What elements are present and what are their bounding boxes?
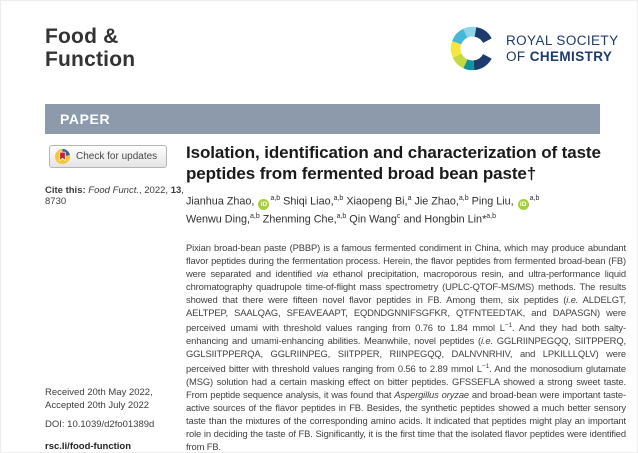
rsc-c-ring-icon [448, 24, 497, 73]
author-name: Xiaopeng Bi, [343, 195, 408, 208]
abstract-run-italic: i.e. [480, 334, 493, 346]
article-type-label: PAPER [60, 111, 111, 127]
abstract-text [186, 241, 626, 453]
author-affiliation-sup: a,b [529, 195, 540, 202]
journal-title-line2: Function [45, 48, 136, 71]
rsc-logo-text [506, 33, 618, 65]
author-name: Shiqi Liao, [280, 195, 334, 208]
abstract-run: ethanol precipitation, macroporous resin, and ultra-performance liquid chromatography quadrupole time-of-flight mass spectrometry (UPLC-QTOF-MS/MS) methods. The results showed that there were fifteen novel flavor peptides in FB. Among them, six peptides ( [186, 267, 626, 305]
citation-line: Cite this: Food Funct., 2022, 13, 8730 [45, 185, 184, 207]
journal-title [45, 25, 135, 71]
orcid-icon[interactable]: iD [258, 199, 269, 210]
accepted-date: Accepted 20th July 2022 [45, 400, 150, 411]
crossmark-icon [55, 149, 70, 164]
author-name: Zhenming Che, [259, 213, 337, 226]
abstract-superscript: −1 [504, 321, 512, 329]
author-byline [186, 192, 626, 227]
history-block [45, 386, 195, 453]
abstract-run: ALDELGT, AELTPEP, SAALQAG, SFEAVEAAPT, EQDNDGNNIFSGFKR, QTFNTEEDTAK, and DAPASGN) were perceived umami with threshold values ranging from 0.76 to 1.84 mmol L [186, 293, 626, 333]
author-name: and Hongbin Lin* [400, 213, 487, 226]
doi[interactable]: DOI: 10.1039/d2fo01389d [45, 419, 155, 430]
article-title: Isolation, identification and characterization of taste peptides from fermented broad bean paste† [186, 143, 601, 183]
rsc-name-line1: ROYAL SOCIETY [506, 32, 619, 48]
author-affiliation-sup: a,b [270, 195, 281, 202]
abstract-run-italic: i.e. [566, 293, 579, 305]
abstract-superscript: −1 [481, 362, 490, 370]
author-name: Qin Wang [346, 213, 397, 226]
abstract-run: GGLRIINPEGQQ, SIITPPERQ, GGLSIITPPERQA, GGLRIINPEG, SIITPPER, RIINPEGQQ, DALNVNRHIV, and LPKILLLQLV) were perceived bitter with threshold values ranging from 0.56 to 2.89 mmol L [186, 334, 626, 374]
rsc-name-line2: OF CHEMISTRY [506, 48, 613, 64]
author-name: Jianhua Zhao, [186, 195, 258, 208]
author-affiliation-sup: a,b [458, 195, 469, 202]
author-affiliation-sup: a [407, 195, 412, 202]
author-affiliation-sup: a,b [486, 212, 496, 220]
author-name: Jie Zhao, [411, 195, 459, 208]
article-type-banner [45, 104, 600, 134]
author-name: Wenwu Ding, [186, 213, 251, 226]
check-for-updates-label: Check for updates [76, 151, 158, 162]
received-date: Received 20th May 2022, [45, 387, 153, 398]
abstract-run-italic: via [316, 267, 329, 279]
check-for-updates-button[interactable] [49, 145, 167, 168]
article-header-column [186, 143, 626, 453]
abstract-run: . And the monosodium glutamate (MSG) solution had a certain masking effect on bitter peptides. GFSSEFLA showed a strong sweet taste. From peptide sequence analysis, it was found that [186, 362, 626, 400]
author-affiliation-sup: a,b [250, 212, 260, 220]
abstract-run-italic: Aspergillus oryzae [394, 388, 470, 400]
author-affiliation-sup: a,b [333, 195, 344, 202]
orcid-icon[interactable]: iD [518, 199, 529, 210]
author-affiliation-sup: a,b [336, 212, 347, 220]
author-affiliation-sup: c [396, 212, 401, 220]
abstract-run: and broad-bean were important taste-active sources of the flavor peptides in FB. Besides, the synthetic peptides showed a much better sensory taste than the mixtures of the corresponding amino acids. It indicated that peptides might play an important role in deciding the taste of FB. Significantly, it is the first time that the isolated flavor peptides were identified from FB. [186, 388, 626, 452]
author-name: Ping Liu, [468, 195, 517, 208]
rsc-logo [448, 24, 618, 73]
abstract-run: . And they had both salty-enhancing and umami-enhancing abilities. Meanwhile, novel peptides ( [186, 321, 626, 346]
abstract-run: Pixian broad-bean paste (PBBP) is a famous fermented condiment in China, which may produce abundant flavor peptides during the fermentation process. Herein, the flavor peptides from fermented broad-bean (FB) were separated and identified [186, 241, 626, 279]
journal-title-line1: Food & [45, 25, 119, 48]
journal-url[interactable]: rsc.li/food-function [45, 441, 132, 452]
